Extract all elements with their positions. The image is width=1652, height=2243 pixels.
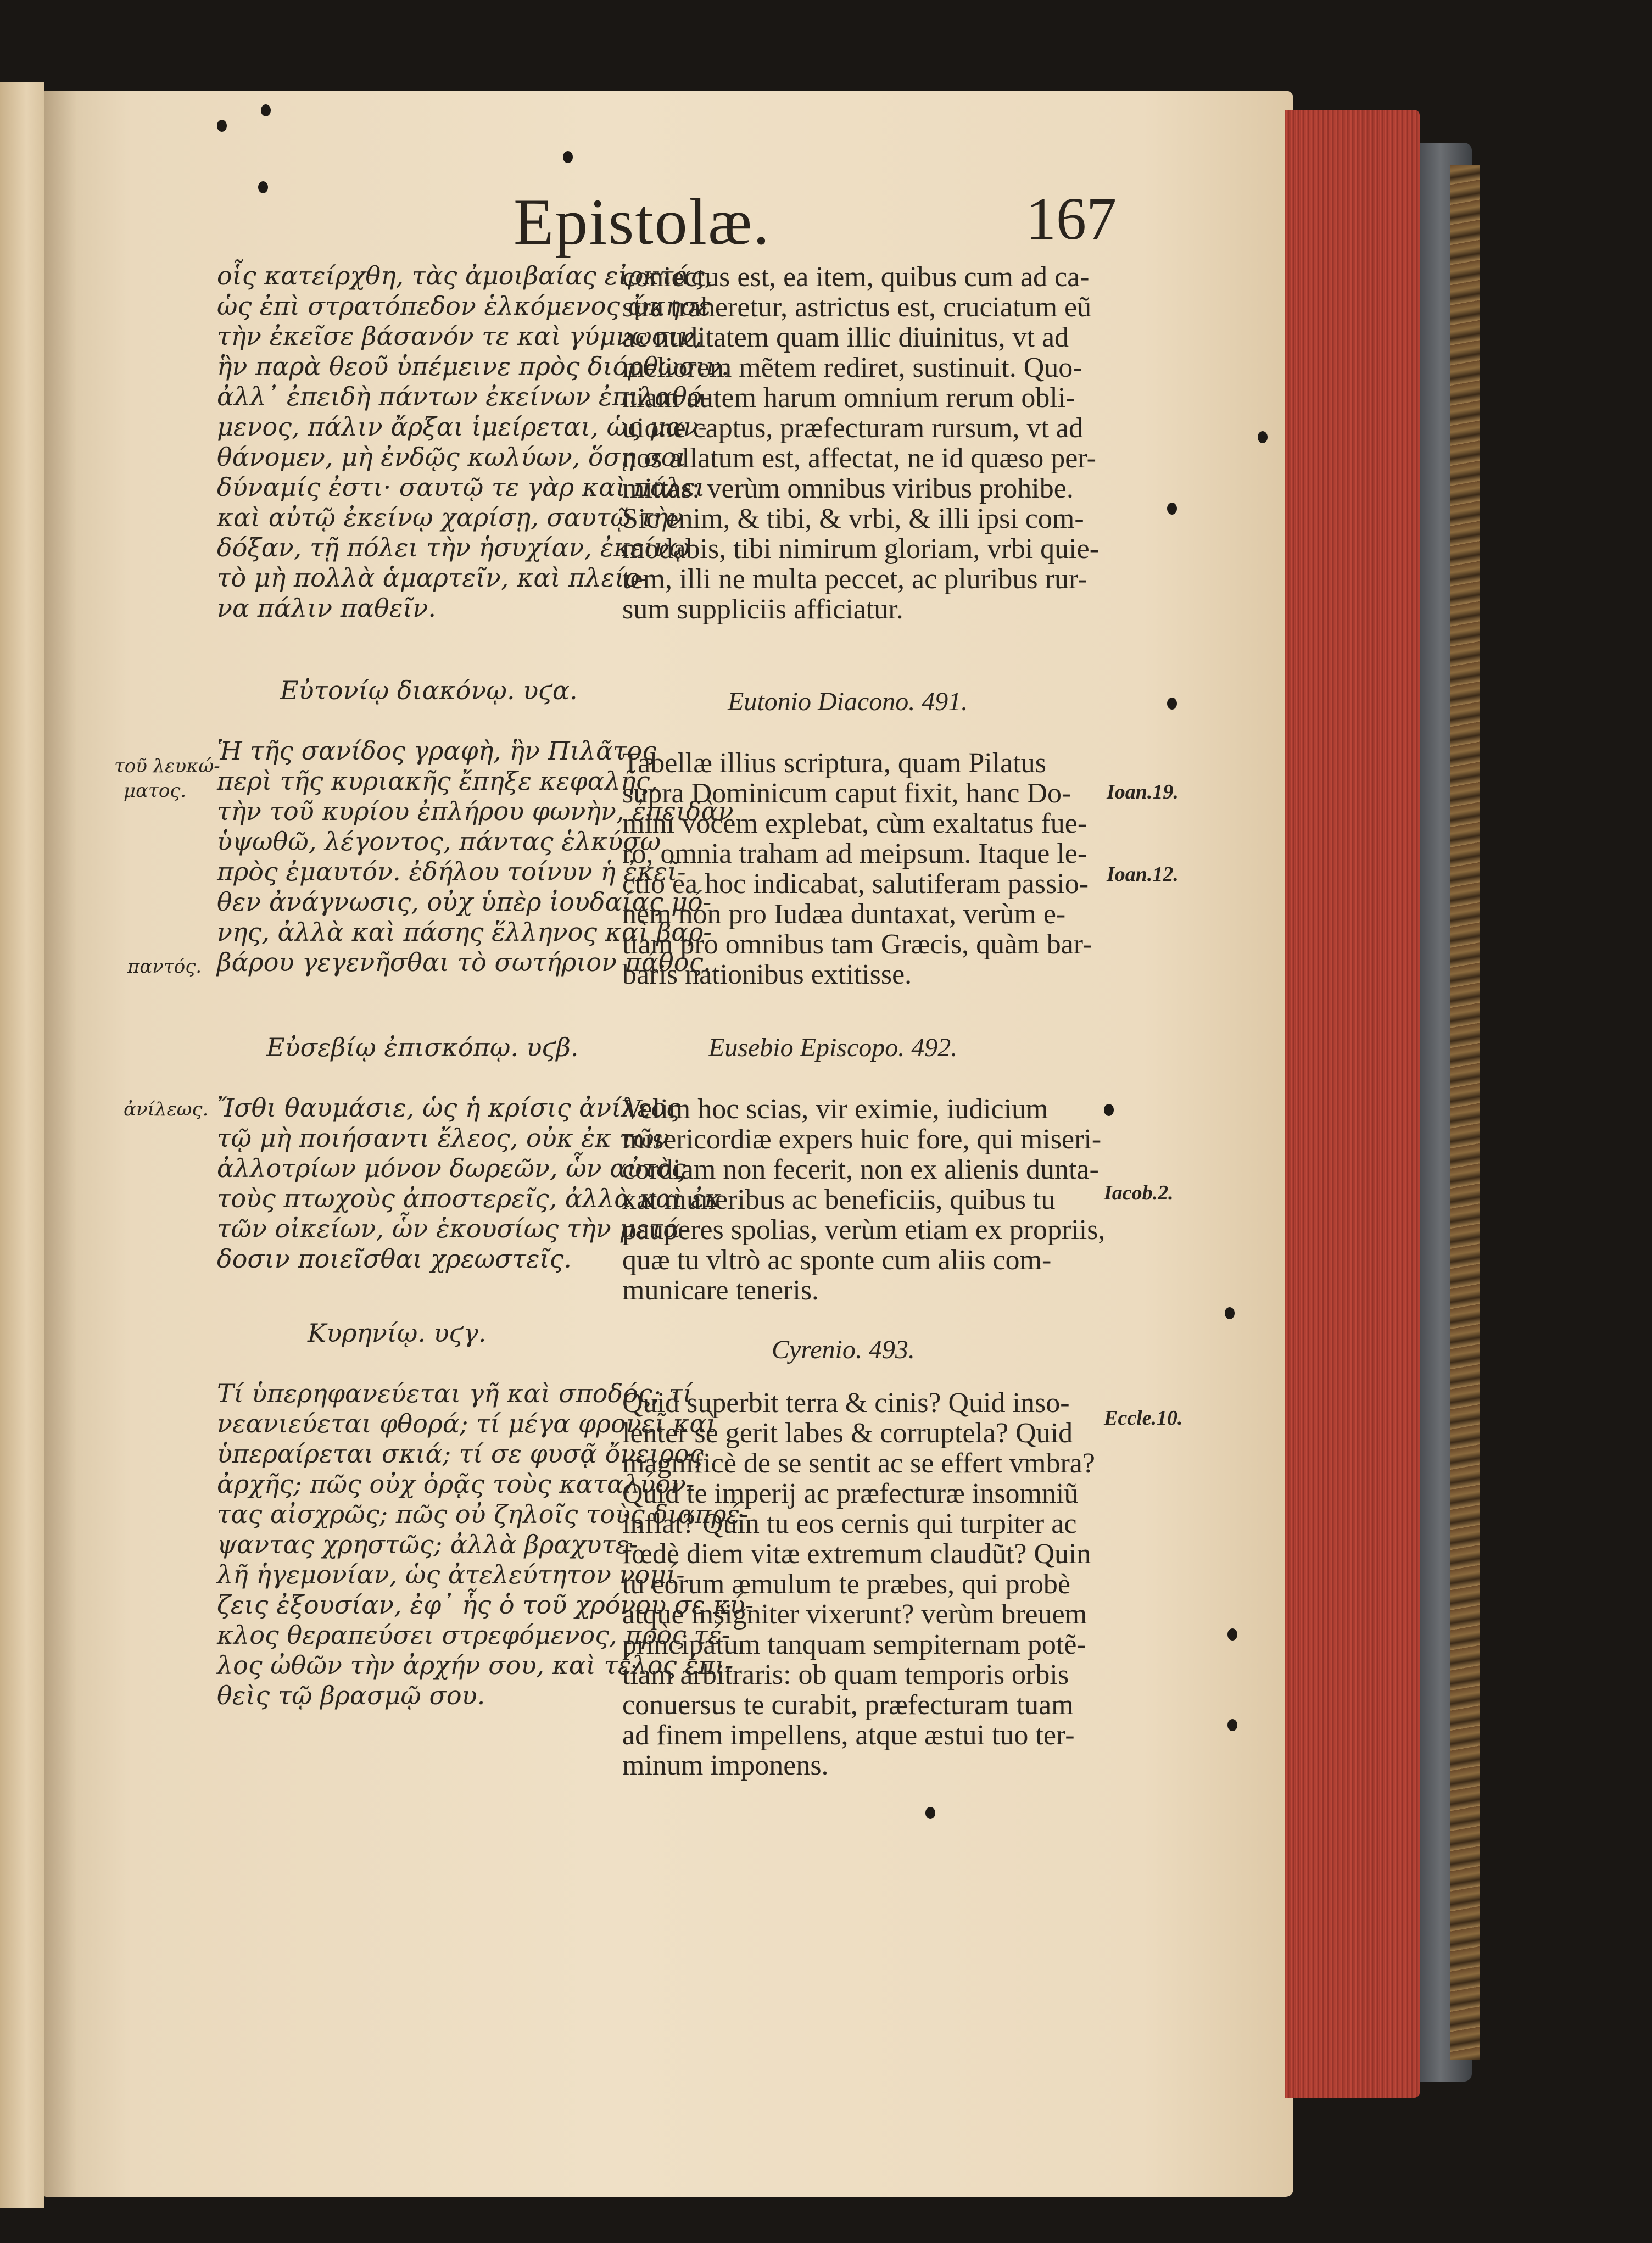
greek-heading-493: Κυρηνίῳ. υϛγ. xyxy=(308,1318,487,1348)
worm-hole xyxy=(563,151,573,163)
greek-margin-note: ἀνίλεως. xyxy=(124,1098,209,1120)
greek-margin-note: ματος. xyxy=(124,780,187,802)
worm-hole xyxy=(1258,431,1268,443)
latin-line: tiam pro omnibus tam Græcis, quàm bar- xyxy=(622,929,1092,960)
greek-line: δύναμίς ἐστι· σαυτῷ τε γὰρ καὶ πόλει xyxy=(217,472,705,502)
greek-line: ἣν παρὰ θεοῦ ὑπέμεινε πρὸς διόρθωσιν. xyxy=(217,351,729,381)
latin-heading-492: Eusebio Episcopo. 492. xyxy=(708,1033,958,1062)
greek-line: θάνομεν, μὴ ἐνδῷς κωλύων, ὅσῃ σοι xyxy=(217,442,687,472)
latin-line: xat muneribus ac beneficiis, quibus tu xyxy=(622,1184,1056,1215)
latin-line: conuersus te curabit, præfecturam tuam xyxy=(622,1689,1074,1721)
greek-line: οἷς κατείρχθη, τὰς ἀμοιβαίας εἰρκτάς, xyxy=(217,261,713,291)
worm-hole xyxy=(1167,698,1177,710)
latin-line: tem, illi ne multa peccet, ac pluribus rur- xyxy=(622,563,1087,595)
greek-line: να πάλιν παθεῖν. xyxy=(217,593,437,623)
running-title: Epistolæ. xyxy=(514,185,771,258)
latin-margin-note: Iacob.2. xyxy=(1104,1181,1174,1204)
latin-line: tu eorum æmulum te præbes, qui probè xyxy=(622,1569,1071,1600)
latin-line: tiam arbitraris: ob quam temporis orbis xyxy=(622,1659,1069,1690)
latin-line: stra traheretur, astrictus est, cruciatum eũ xyxy=(622,292,1092,323)
latin-line: ctio ea hoc indicabat, salutiferam passio- xyxy=(622,868,1089,900)
worm-hole xyxy=(1227,1628,1237,1641)
latin-line: mini vocem explebat, cùm exaltatus fue- xyxy=(622,808,1087,839)
worm-hole xyxy=(217,120,227,132)
greek-line: ὑψωθῶ, λέγοντος, πάντας ἑλκύσω xyxy=(217,827,661,856)
latin-line: ro, omnia traham ad meipsum. Itaque le- xyxy=(622,838,1087,869)
latin-line: principatum tanquam sempiternam potẽ- xyxy=(622,1629,1086,1660)
marbled-cover xyxy=(1450,165,1480,2060)
latin-line: mittas: verùm omnibus viribus prohibe. xyxy=(622,473,1074,504)
page-number: 167 xyxy=(1026,185,1117,252)
greek-line: ψαντας χρηστῶς; ἀλλὰ βραχυτε- xyxy=(217,1530,638,1559)
greek-line: τὸ μὴ πολλὰ ἁμαρτεῖν, καὶ πλείο- xyxy=(217,563,649,593)
latin-line: atque insigniter vixerunt? verùm breuem xyxy=(622,1599,1087,1630)
greek-line: θεὶς τῷ βρασμῷ σου. xyxy=(217,1681,485,1710)
latin-line: niam autem harum omnium rerum obli- xyxy=(622,382,1075,414)
latin-line: minum imponens. xyxy=(622,1750,829,1781)
latin-line: Velim hoc scias, vir eximie, iudicium xyxy=(622,1093,1048,1125)
greek-line: περὶ τῆς κυριακῆς ἔπηξε κεφαλῆς, xyxy=(217,766,658,796)
greek-line: πρὸς ἐμαυτόν. ἐδήλου τοίνυν ἡ ἐκεῖ- xyxy=(217,857,686,886)
greek-margin-note: παντός. xyxy=(127,956,202,978)
latin-line: ac nuditatem quam illic diuinitus, vt ad xyxy=(622,322,1069,353)
latin-line: inflat? Quin tu eos cernis qui turpiter ac xyxy=(622,1508,1077,1539)
latin-line: sum suppliciis afficiatur. xyxy=(622,594,903,625)
greek-heading-492: Εὐσεβίῳ ἐπισκόπῳ. υϛβ. xyxy=(266,1033,579,1062)
red-page-edges xyxy=(1285,110,1420,2098)
greek-line: τὴν τοῦ κυρίου ἐπλήρου φωνὴν, ἐπειδὰν xyxy=(217,796,734,826)
latin-margin-note: Ioan.19. xyxy=(1107,780,1179,804)
latin-line: magnificè de se sentit ac se effert vmbra? xyxy=(622,1448,1095,1479)
latin-line: fœdè diem vitæ extremum claudũt? Quin xyxy=(622,1538,1091,1570)
greek-line: θεν ἀνάγνωσις, οὐχ ὑπὲρ ἰουδαίας μό- xyxy=(217,887,712,917)
gutter-shadow xyxy=(44,91,77,2197)
greek-line: μενος, πάλιν ἄρξαι ἱμείρεται, ὡς μαν- xyxy=(217,412,707,442)
latin-margin-note: Ioan.12. xyxy=(1107,863,1179,886)
greek-line: ζεις ἐξουσίαν, ἐφ᾽ ἧς ὁ τοῦ χρόνου σε κύ- xyxy=(217,1590,754,1620)
latin-line: uione captus, præfecturam rursum, vt ad xyxy=(622,412,1083,444)
greek-line: Ἴσθι θαυμάσιε, ὡς ἡ κρίσις ἀνίλεος xyxy=(217,1093,680,1123)
greek-heading-491: Εὐτονίῳ διακόνῳ. υϛα. xyxy=(280,676,578,705)
latin-line: municare teneris. xyxy=(622,1275,819,1306)
worm-hole xyxy=(925,1807,935,1819)
greek-line: Τί ὑπερηφανεύεται γῆ καὶ σποδός; τί xyxy=(217,1379,693,1408)
greek-line: νεανιεύεται φθορά; τί μέγα φρονεῖ καὶ xyxy=(217,1409,717,1438)
greek-line: λῆ ἡγεμονίαν, ὡς ἀτελεύτητον νομί- xyxy=(217,1560,685,1589)
latin-line: misericordiæ expers huic fore, qui miseri- xyxy=(622,1124,1102,1155)
latin-line: modabis, tibi nimirum gloriam, vrbi quie- xyxy=(622,533,1100,565)
worm-hole xyxy=(1227,1719,1237,1731)
latin-line: baris nationibus extitisse. xyxy=(622,959,912,990)
greek-margin-note: τοῦ λευκώ- xyxy=(114,755,220,777)
latin-line: lenter se gerit labes & corruptela? Quid xyxy=(622,1418,1073,1449)
greek-line: τοὺς πτωχοὺς ἀποστερεῖς, ἀλλὰ καὶ ἐκ xyxy=(217,1184,721,1213)
greek-line: κλος θεραπεύσει στρεφόμενος, πρὸς τέ- xyxy=(217,1620,730,1650)
greek-line: ὡς ἐπὶ στρατόπεδον ἑλκόμενος ᾤκησε xyxy=(217,291,712,321)
greek-line: τὴν ἐκεῖσε βάσανόν τε καὶ γύμνωσιν, xyxy=(217,321,702,351)
latin-line: pauperes spolias, verùm etiam ex propriis, xyxy=(622,1214,1106,1246)
greek-line: τας αἰσχρῶς; πῶς οὐ ζηλοῖς τοὺς διαπρέ- xyxy=(217,1499,749,1529)
greek-line: νης, ἀλλὰ καὶ πάσης ἕλληνος καὶ βαρ- xyxy=(217,917,712,947)
greek-line: λος ὠθῶν τὴν ἀρχήν σου, καὶ τέλος ἐπι- xyxy=(217,1650,734,1680)
greek-line: δοσιν ποιεῖσθαι χρεωστεῖς. xyxy=(217,1244,572,1274)
latin-line: Quid superbit terra & cinis? Quid inso- xyxy=(622,1387,1070,1419)
latin-line: Quid te imperij ac præfecturæ insomniũ xyxy=(622,1478,1079,1509)
latin-heading-493: Cyrenio. 493. xyxy=(772,1335,915,1364)
greek-line: ἀλλοτρίων μόνον δωρεῶν, ὧν αὐτὸς xyxy=(217,1153,686,1183)
latin-heading-491: Eutonio Diacono. 491. xyxy=(728,687,968,716)
greek-line: ἀλλ᾽ ἐπειδὴ πάντων ἐκείνων ἐπιλαθό- xyxy=(217,382,711,411)
greek-line: βάρου γεγενῆσθαι τὸ σωτήριον πάθος. xyxy=(217,947,711,977)
latin-line: supra Dominicum caput fixit, hanc Do- xyxy=(622,778,1071,809)
latin-margin-note: Eccle.10. xyxy=(1104,1407,1183,1430)
greek-line: δόξαν, τῇ πόλει τὴν ἡσυχίαν, ἐκείνῳ xyxy=(217,533,690,562)
latin-line: Tabellæ illius scriptura, quam Pilatus xyxy=(622,747,1046,779)
worm-hole xyxy=(1225,1307,1235,1319)
greek-line: τῶν οἰκείων, ὧν ἑκουσίως τὴν μετά- xyxy=(217,1214,689,1243)
worm-hole xyxy=(1104,1104,1114,1116)
greek-line: τῷ μὴ ποιήσαντι ἔλεος, οὐκ ἐκ τῶν xyxy=(217,1123,669,1153)
greek-line: ἀρχῆς; πῶς οὐχ ὁρᾷς τοὺς καταλύον- xyxy=(217,1469,695,1499)
latin-line: nos allatum est, affectat, ne id quæso per- xyxy=(622,443,1096,474)
latin-line: nem non pro Iudæa duntaxat, verùm e- xyxy=(622,899,1066,930)
left-page-edge xyxy=(0,82,44,2208)
greek-line: ὑπεραίρεται σκιά; τί σε φυσᾷ ὄνειρος xyxy=(217,1439,704,1469)
worm-hole xyxy=(1167,503,1177,515)
worm-hole xyxy=(258,181,268,193)
worm-hole xyxy=(261,104,271,116)
latin-line: meliorem mẽtem rediret, sustinuit. Quo- xyxy=(622,352,1082,383)
latin-line: quæ tu vltrò ac sponte cum aliis com- xyxy=(622,1245,1052,1276)
greek-line: Ἡ τῆς σανίδος γραφὴ, ἣν Πιλᾶτος xyxy=(217,736,656,766)
latin-line: Sic enim, & tibi, & vrbi, & illi ipsi com- xyxy=(622,503,1084,534)
latin-line: coniectus est, ea item, quibus cum ad ca- xyxy=(622,261,1090,293)
greek-line: καὶ αὐτῷ ἐκείνῳ χαρίσῃ, σαυτῷ τὴν xyxy=(217,503,684,532)
latin-line: ad finem impellens, atque æstui tuo ter- xyxy=(622,1720,1075,1751)
latin-line: cordiam non fecerit, non ex alienis dunta- xyxy=(622,1154,1099,1185)
